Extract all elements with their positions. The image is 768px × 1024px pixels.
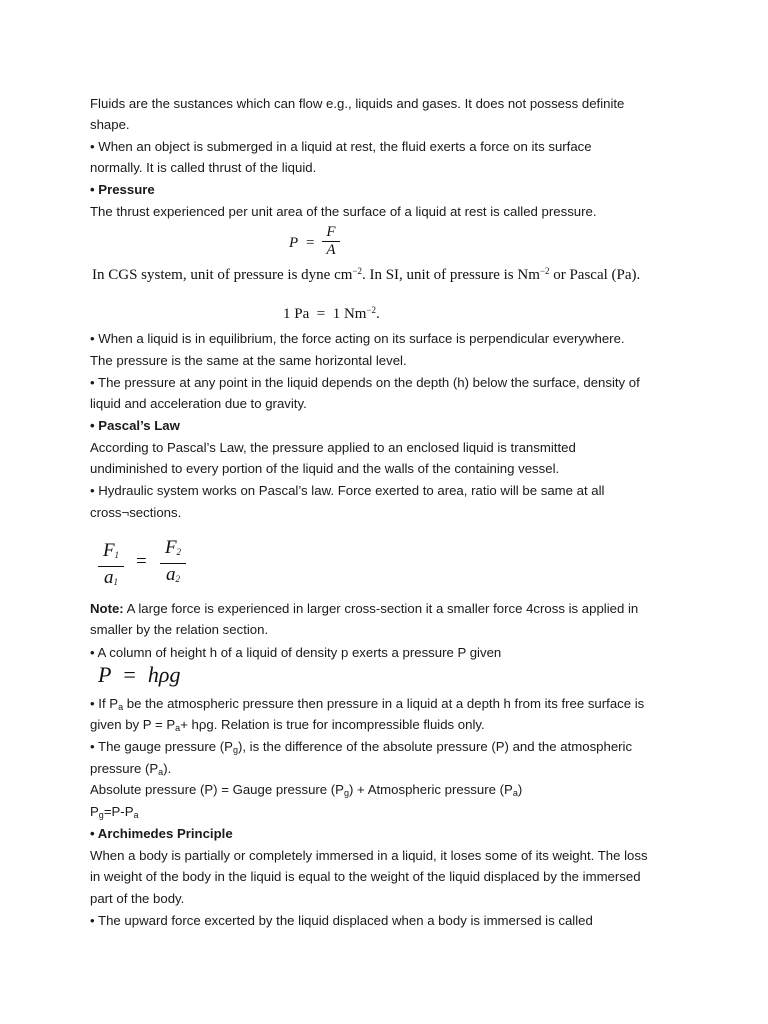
unit-text: In CGS system, unit of pressure is dyne cm: [92, 267, 353, 283]
fraction-denominator: $a_2$: [166, 564, 180, 585]
paragraph-line: shape.: [90, 117, 130, 132]
paragraph-line: in weight of the body in the liquid is equal to the weight of the liquid displaced by the immersed: [90, 869, 641, 884]
unit-text: or Pascal (Pa).: [549, 267, 641, 283]
note-line: [90, 601, 690, 617]
fraction-numerator: F: [326, 224, 336, 240]
bullet-line: • When an object is submerged in a liquid at rest, the fluid exerts a force on its surface: [90, 139, 592, 154]
paragraph-line: When a body is partially or completely immersed in a liquid, it loses some of its weight. The loss: [90, 848, 648, 863]
fraction-denominator: A: [326, 242, 336, 258]
paragraph-line: The pressure is the same at the same horizontal level.: [90, 353, 407, 368]
fraction: [322, 224, 340, 259]
bullet-line: • The pressure at any point in the liquid depends on the depth (h) below the surface, density of: [90, 375, 640, 390]
paragraph-line: cross¬sections.: [90, 505, 182, 520]
paragraph-line: According to Pascal’s Law, the pressure applied to an enclosed liquid is transmitted: [90, 440, 576, 455]
bullet-line: • A column of height h of a liquid of density p exerts a pressure P given: [90, 645, 502, 660]
bullet-line: • When a liquid is in equilibrium, the force acting on its surface is perpendicular everywhere.: [90, 331, 625, 346]
formula-equals: =: [306, 235, 315, 251]
formula-symbol: P: [289, 235, 299, 251]
paragraph-line: The thrust experienced per unit area of the surface of a liquid at rest is called pressure.: [90, 204, 597, 219]
fraction-denominator: $a_1$: [104, 567, 118, 588]
bullet-line: • The gauge pressure $(P_g)$, is the difference of the absolute pressure (P) and the atmospheric: [90, 739, 633, 755]
unit-statement: [92, 266, 640, 284]
formula-equals: =: [136, 551, 147, 572]
section-heading-archimedes: • Archimedes Principle: [90, 826, 233, 841]
paragraph-line: smaller by the relation section.: [90, 622, 269, 637]
unit-text: 1 Pa = 1 Nm: [283, 306, 367, 322]
superscript: −2: [539, 266, 550, 276]
paragraph-line: pressure $(P_a)$.: [90, 761, 172, 777]
fraction: [98, 540, 124, 593]
bullet-line: • Hydraulic system works on Pascal’s law. Force exerted to area, ratio will be same at all: [90, 483, 605, 498]
paragraph-line: given by $P = P_a+ h\rho g$. Relation is true for incompressible fluids only.: [90, 717, 485, 733]
paragraph-line: liquid and acceleration due to gravity.: [90, 396, 307, 411]
fraction-numerator: $F_2$: [164, 537, 182, 558]
paragraph-line: part of the body.: [90, 891, 185, 906]
unit-text: . In SI, unit of pressure is Nm: [361, 267, 540, 283]
section-heading-pressure: • Pressure: [90, 182, 155, 197]
paragraph-line: Fluids are the sustances which can flow e.g., liquids and gases. It does not possess definite: [90, 96, 625, 111]
unit-text: .: [376, 306, 380, 322]
fraction-numerator: $F_1$: [102, 540, 120, 561]
bullet-line: • The upward force excerted by the liquid displaced when a body is immersed is called: [90, 913, 593, 928]
paragraph-line: $P_g=P-P_a$: [90, 804, 139, 820]
paragraph-line: normally. It is called thrust of the liquid.: [90, 160, 317, 175]
paragraph-line: undiminished to every portion of the liquid and the walls of the containing vessel.: [90, 461, 560, 476]
hydrostatic-formula: P = hρg: [98, 662, 181, 687]
superscript: −2: [352, 266, 362, 276]
bullet-line: • If $P_a$ be the atmospheric pressure then pressure in a liquid at a depth h from its free surface is: [90, 696, 645, 712]
fraction: [160, 537, 186, 590]
note-text: A large force is experienced in larger cross-section it a smaller force 4cross is applied in: [123, 601, 639, 616]
superscript: −2: [366, 305, 377, 315]
paragraph-line: Absolute pressure (P) = Gauge pressure $(P_g)$ + Atmospheric pressure $(P_a)$: [90, 782, 523, 798]
note-label: Note:: [90, 601, 124, 616]
section-heading-pascal: • Pascal’s Law: [90, 418, 180, 433]
